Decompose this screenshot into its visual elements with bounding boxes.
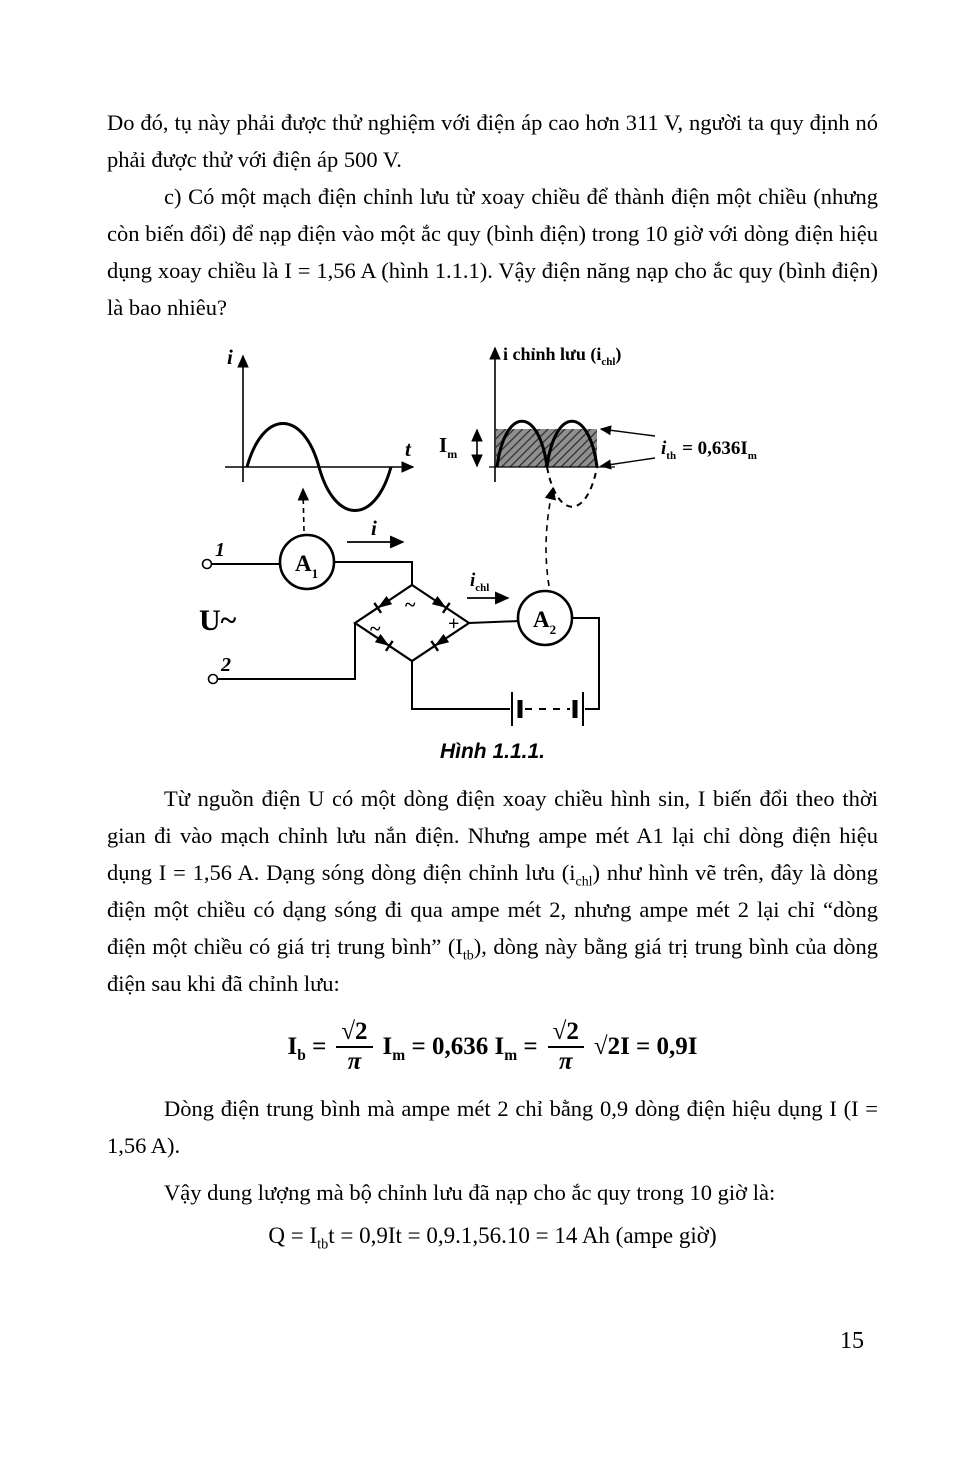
- formula-lhs: $I_b$ =: [287, 1033, 327, 1064]
- rectified-wave-graph: [477, 348, 655, 586]
- ith-callout-top: [601, 429, 655, 436]
- figure-caption: Hình 1.1.1.: [439, 740, 546, 763]
- rectified-graph-title: [503, 344, 621, 368]
- battery-symbol: [512, 692, 583, 726]
- paragraph-5-text: Vậy dung lượng mà bộ chỉnh lưu đã nạp cho ắc quy trong 10 giờ là:: [164, 1180, 776, 1205]
- ith-label: $i_{th} = 0,636I_m$: [661, 438, 757, 462]
- wire-bridge-battery: [412, 661, 510, 709]
- sine-wave-graph: [225, 356, 413, 531]
- diode-bottom-right-icon: [431, 633, 449, 651]
- ichl-label: $i_{chl}$: [470, 570, 490, 594]
- paragraph-3-text-1: Từ nguồn điện U có một dòng điện xoay chiều hình sin, I biến đổi theo thời gian đi vào mạch chỉnh lưu nắn điện. Nhưng ampe mét A1 lại chỉ dòng điện hiệu dụng I = 1,56 A. Dạng sóng dòng điện chỉnh lưu (i: [107, 786, 878, 885]
- terminal-1-node: [203, 560, 212, 569]
- paragraph-1: [107, 104, 878, 178]
- page-number: 15: [840, 1328, 864, 1354]
- paragraph-1-text: Do đó, tụ này phải được thử nghiệm với điện áp cao hơn 311 V, người ta quy định nó phải được thử với điện áp 500 V.: [107, 110, 878, 172]
- paragraph-4-text: Dòng điện trung bình mà ampe mét 2 chỉ bằng 0,9 dòng điện hiệu dụng I (I = 1,56 A).: [107, 1096, 878, 1158]
- dashed-arrow-a1-to-sine: [303, 489, 304, 531]
- figure-1-1-1: [107, 334, 878, 764]
- wire-terminal2-bridge: [218, 623, 356, 679]
- ammeter-a1-label: $A_1$: [295, 551, 319, 581]
- paragraph-3-text-2: ) như hình vẽ trên, đây là dòng điện một chiều có dạng sóng đi qua ampe mét 2, nhưng ampe mét 2 lại chỉ “dòng điện một chiều có giá trị trung bình” (I: [107, 860, 878, 959]
- bridge-tilde-left-label: ~: [370, 618, 381, 640]
- sine-x-axis-label: t: [405, 437, 411, 461]
- sine-y-axis-label: i: [227, 345, 233, 369]
- im-label: $I_m$: [439, 433, 458, 461]
- paragraph-3-sub-chl: chl: [575, 874, 593, 890]
- current-i-label: i: [371, 516, 377, 540]
- bridge-plus-label: +: [448, 613, 460, 635]
- ith-callout-bottom: [601, 458, 655, 466]
- wire-a2-battery: [572, 618, 599, 709]
- bridge-tilde-top-label: ~: [405, 594, 416, 616]
- diode-top-right-icon: [431, 595, 449, 613]
- wire-a1-bridge: [334, 562, 412, 585]
- paragraph-3-sub-tb: tb: [462, 948, 474, 964]
- paragraph-3-text-3: ), dòng này bằng giá trị trung bình của dòng điện sau khi đã chỉnh lưu:: [107, 934, 879, 996]
- dashed-negative-halfwave: [547, 467, 597, 507]
- paragraph-3: [107, 780, 878, 1002]
- dashed-arrow-a2-to-graph: [546, 488, 553, 586]
- figure-1-1-1-diagram: [167, 334, 807, 734]
- wire-bridge-a2: [469, 621, 519, 623]
- diode-top-left-icon: [374, 595, 392, 613]
- ac-source-label: U~: [199, 604, 237, 637]
- rect-title-main: i chỉnh lưu (i: [503, 344, 602, 364]
- formula-middle: $I_m = 0,636$ $I_m$ =: [382, 1033, 538, 1064]
- page-content: [107, 104, 879, 1253]
- terminal-2-label: 2: [221, 654, 231, 676]
- terminal-2-node: [209, 675, 218, 684]
- average-current-formula: [107, 1018, 878, 1076]
- formula-fraction-2: $\frac{√2}{\pi}$: [548, 1018, 584, 1076]
- charge-equation: $Q = I_{tb}t = 0,9It = 0,9.1,56.10 = 14$ Ah (ampe giờ): [268, 1223, 717, 1253]
- paragraph-4: [107, 1090, 878, 1164]
- rect-title-close: ): [615, 344, 622, 364]
- terminal-1-label: 1: [215, 539, 225, 561]
- paragraph-5: [107, 1174, 878, 1211]
- rect-title-sub: chl: [601, 356, 616, 368]
- paragraph-2: [107, 178, 878, 326]
- formula-fraction-1: $\frac{√2}{\pi}$: [336, 1018, 372, 1076]
- paragraph-2-text: c) Có một mạch điện chỉnh lưu từ xoay chiều để thành điện một chiều (nhưng còn biến đổi) để nạp điện vào một ắc quy (bình điện) trong 10 giờ với dòng điện hiệu dụng xoay chiều là I = 1,56 A (hình 1.1.1). Vậy điện năng nạp cho ắc quy (bình điện) là bao nhiêu?: [107, 184, 878, 320]
- formula-tail: √2I = 0,9I: [593, 1033, 698, 1060]
- ammeter-a2-label: $A_2$: [533, 607, 557, 637]
